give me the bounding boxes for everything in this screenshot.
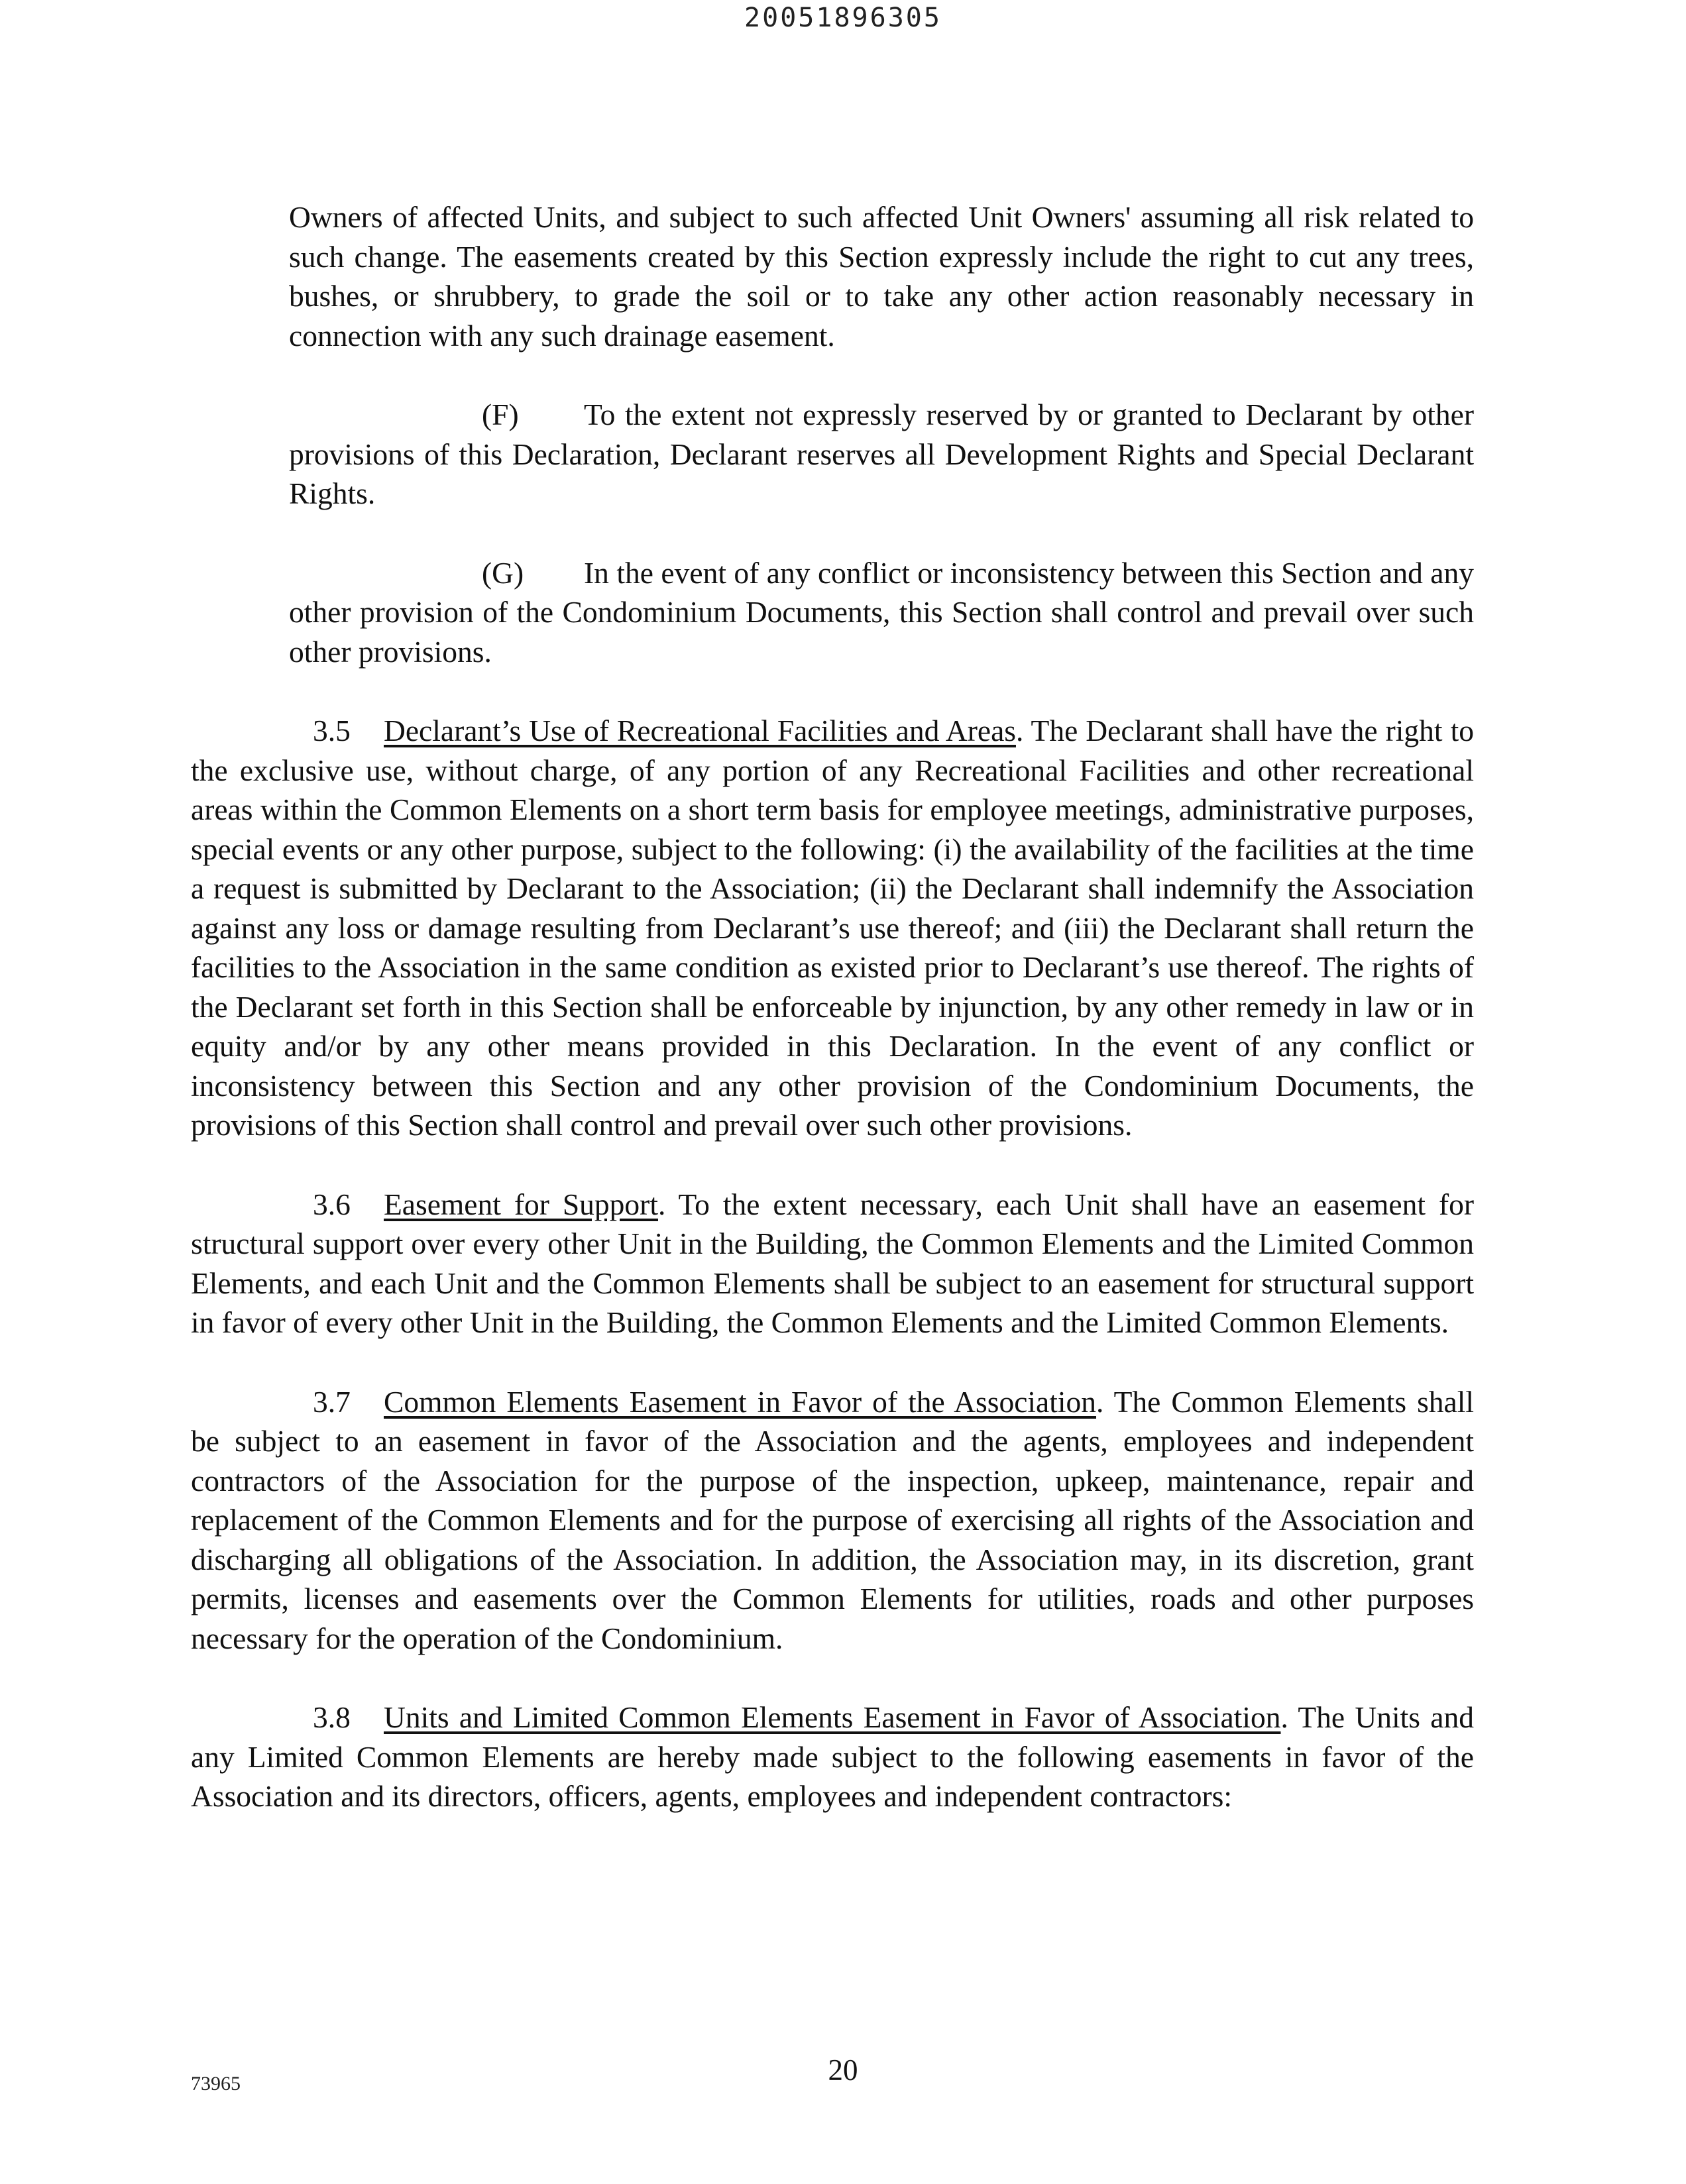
section-3-7 (191, 1382, 1474, 1659)
paragraph-gap (191, 514, 1474, 553)
paragraph-gap (191, 1658, 1474, 1698)
paragraph-gap (191, 671, 1474, 711)
section-3-7-heading: Common Elements Easement in Favor of the Association (384, 1384, 1097, 1419)
section-3-5 (191, 711, 1474, 1145)
section-3-5-text: . The Declarant shall have the right to the exclusive use, without charge, of any portion of any Recreational Facilities and other recreational areas within the Common Elements on a short term basis for employee meetings, administrative purposes, special events or any other purpose, subject to the following: (i) the availability of the facilities at the time a request is submitted by Declarant to the Association; (ii) the Declarant shall indemnify the Association against any loss or damage resulting from Declarant’s use thereof; and (iii) the Declarant shall return the facilities to the Association in the same condition as existed prior to Declarant’s use thereof. The rights of the Declarant set forth in this Section shall be enforceable by injunction, by any other remedy in law or in equity and/or by any other means provided in this Declaration. In the event of any conflict or inconsistency between this Section and any other provision of the Condominium Documents, the provisions of this Section shall control and prevail over such other provisions. (191, 714, 1474, 1142)
paragraph-g (289, 553, 1474, 672)
paragraph-gap (191, 1342, 1474, 1382)
document-body (191, 197, 1474, 1816)
section-3-7-number: 3.7 (313, 1384, 351, 1419)
footer-document-code: 73965 (191, 2073, 241, 2095)
section-3-8-number: 3.8 (313, 1700, 351, 1734)
paragraph-f-text: To the extent not expressly reserved by or granted to Declarant by other provisions of this Declaration, Declarant reserves all Development Rights and Special Declarant Rights. (289, 398, 1474, 510)
section-3-5-heading: Declarant’s Use of Recreational Facilities and Areas (384, 714, 1016, 747)
paragraph-g-text: In the event of any conflict or inconsistency between this Section and any other provision of the Condominium Documents, this Section shall control and prevail over such other provisions. (289, 555, 1474, 669)
page-number: 20 (828, 2053, 858, 2087)
paragraph-g-label: (G) (482, 555, 524, 590)
paragraph-f-label: (F) (482, 398, 519, 431)
document-number: 20051896305 (744, 3, 942, 33)
section-3-6 (191, 1185, 1474, 1342)
section-3-6-number: 3.6 (313, 1187, 351, 1221)
paragraph-gap (191, 355, 1474, 395)
paragraph-continuation: Owners of affected Units, and subject to such affected Unit Owners' assuming all risk related to such change. The easements created by this Section expressly include the right to cut any trees, bushes, or shrubbery, to grade the soil or to take any other action reasonably necessary in connection with any such drainage easement. (289, 200, 1474, 353)
paragraph-gap (191, 1145, 1474, 1185)
section-3-8-heading: Units and Limited Common Elements Easement in Favor of Association (384, 1700, 1281, 1734)
section-3-6-heading: Easement for Support (384, 1187, 658, 1221)
section-3-5-number: 3.5 (313, 714, 351, 747)
section-3-7-text: . The Common Elements shall be subject to an easement in favor of the Association and the agents, employees and independent contractors of the Association for the purpose of the inspection, upkeep, maintenance, repair and replacement of the Common Elements and for the purpose of exercising all rights of the Association and discharging all obligations of the Association. In addition, the Association may, in its discretion, grant permits, licenses and easements over the Common Elements for utilities, roads and other purposes necessary for the operation of the Condominium. (191, 1384, 1475, 1655)
section-3-8-text: . The Units and any Limited Common Elements are hereby made subject to the following easements in favor of the Association and its directors, officers, agents, employees and independent contractors: (191, 1700, 1474, 1813)
section-3-8 (191, 1698, 1474, 1816)
paragraph-f (289, 395, 1474, 514)
section-3-6-text: . To the extent necessary, each Unit shall have an easement for structural support over every other Unit in the Building, the Common Elements and the Limited Common Elements, and each Unit and the Common Elements shall be subject to an easement for structural support in favor of every other Unit in the Building, the Common Elements and the Limited Common Elements. (191, 1187, 1474, 1339)
